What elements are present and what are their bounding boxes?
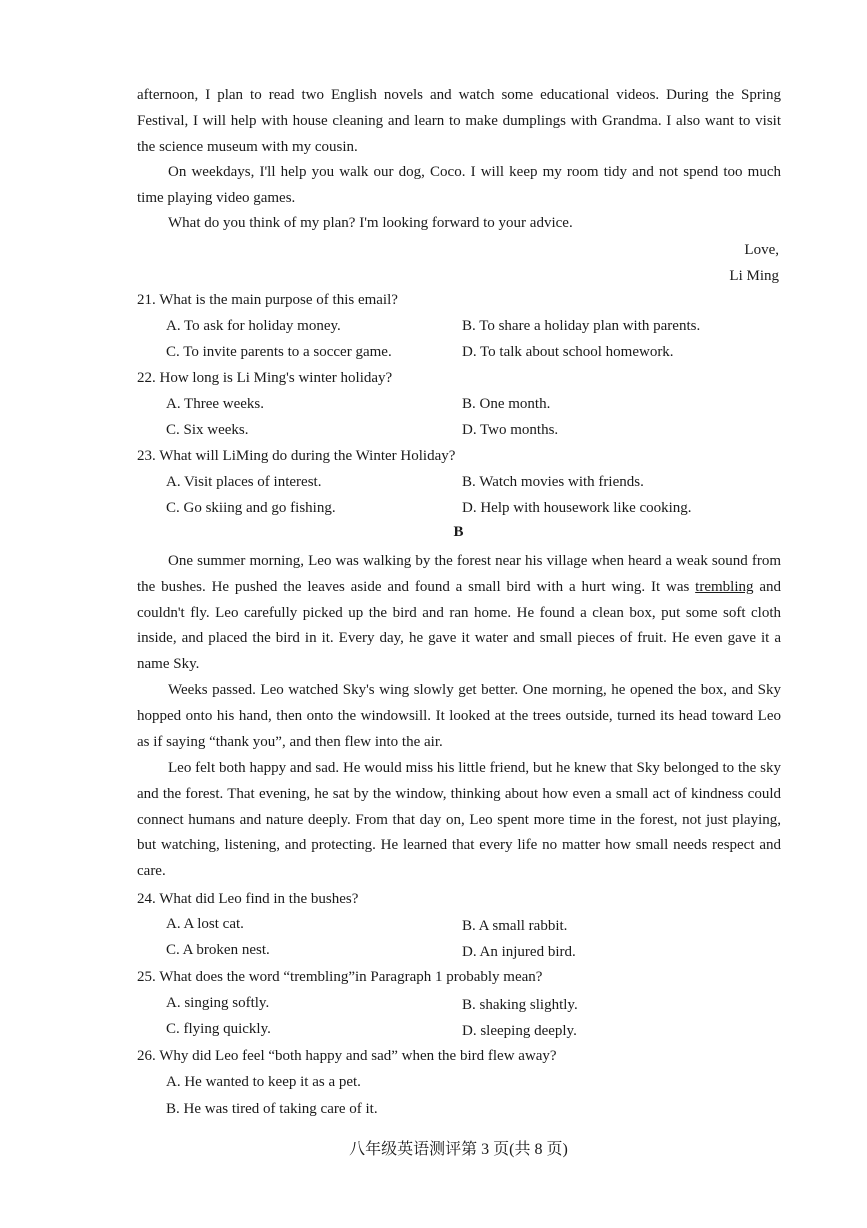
q22-option-d: D. Two months. [462,422,559,438]
q23-option-c: C. Go skiing and go fishing. [166,500,336,516]
question-number: 23. [137,448,156,464]
email-closing: Love, [744,242,779,258]
section-b-heading: B [453,524,464,540]
q24-option-a: A. A lost cat. [166,916,244,932]
q26-option-b: B. He was tired of taking care of it. [166,1101,378,1117]
question-text: What is the main purpose of this email? [159,292,398,308]
q26-option-a: A. He wanted to keep it as a pet. [166,1074,361,1090]
q23-option-b: B. Watch movies with friends. [462,474,644,490]
q24-option-d: D. An injured bird. [462,944,576,960]
email-signature: Li Ming [729,268,779,284]
question-number: 21. [137,292,156,308]
q22-option-c: C. Six weeks. [166,422,249,438]
q25-option-c: C. flying quickly. [166,1021,271,1037]
underlined-word: trembling [695,578,754,595]
question-text: What does the word “trembling”in Paragraph 1 probably mean? [159,969,543,985]
question-26 [137,1046,557,1066]
question-number: 24. [137,891,156,907]
question-number: 25. [137,969,156,985]
q25-option-a: A. singing softly. [166,995,270,1011]
page-footer: 八年级英语测评第 3 页(共 8 页) [349,1141,568,1158]
q22-option-a: A. Three weeks. [166,396,265,412]
question-number: 22. [137,370,156,386]
q21-option-b: B. To share a holiday plan with parents. [462,318,701,334]
paragraph-text: and couldn't fly. Leo carefully picked up the bird and ran home. He found a clean box, put some soft cloth inside, and placed the bird in it. Every day, he gave it water and small pieces of fruit. He even gave it a name Sky. [137,578,781,673]
q21-option-a: A. To ask for holiday money. [166,318,341,334]
question-22 [137,368,392,388]
q24-option-c: C. A broken nest. [166,942,270,958]
q23-option-a: A. Visit places of interest. [166,474,322,490]
question-text: What did Leo find in the bushes? [159,891,359,907]
question-text: What will LiMing do during the Winter Holiday? [159,448,456,464]
q24-option-b: B. A small rabbit. [462,918,568,934]
passage-b-paragraph-3: Leo felt both happy and sad. He would miss his little friend, but he knew that Sky belonged to the sky and the forest. That evening, he sat by the window, thinking about how even a small act of kindness could connect humans and nature deeply. From that day on, Leo spent more time in the forest, not just playing, but watching, listening, and protecting. He learned that every life no matter how small needs respect and care. [137,760,781,880]
passage-b-paragraph-1 [137,549,781,678]
question-21 [137,290,398,310]
question-text: How long is Li Ming's winter holiday? [159,370,393,386]
q23-option-d: D. Help with housework like cooking. [462,500,692,516]
passage-a-paragraph-2: On weekdays, I'll help you walk our dog, Coco. I will keep my room tidy and not spend too much time playing video games. [137,164,781,206]
q21-option-c: C. To invite parents to a soccer game. [166,344,392,360]
question-25 [137,967,542,987]
q22-option-b: B. One month. [462,396,551,412]
q25-option-d: D. sleeping deeply. [462,1023,577,1039]
q25-option-b: B. shaking slightly. [462,997,578,1013]
question-number: 26. [137,1048,156,1064]
question-23 [137,446,455,466]
q21-option-d: D. To talk about school homework. [462,344,674,360]
passage-a-paragraph-1: afternoon, I plan to read two English novels and watch some educational videos. During the Spring Festival, I will help with house cleaning and learn to make dumplings with Grandma. I also want to visit the science museum with my cousin. [137,87,781,155]
question-24 [137,889,358,909]
question-text: Why did Leo feel “both happy and sad” when the bird flew away? [159,1048,557,1064]
passage-a-paragraph-3: What do you think of my plan? I'm looking forward to your advice. [168,215,573,231]
paragraph-text: One summer morning, Leo was walking by the forest near his village when heard a weak sound from the bushes. He pushed the leaves aside and found a small bird with a hurt wing. It was [137,553,781,595]
passage-b-paragraph-2: Weeks passed. Leo watched Sky's wing slowly get better. One morning, he opened the box, and Sky hopped onto his hand, then onto the windowsill. It looked at the trees outside, turned its head toward Leo as if saying “thank you”, and then flew into the air. [137,682,781,750]
